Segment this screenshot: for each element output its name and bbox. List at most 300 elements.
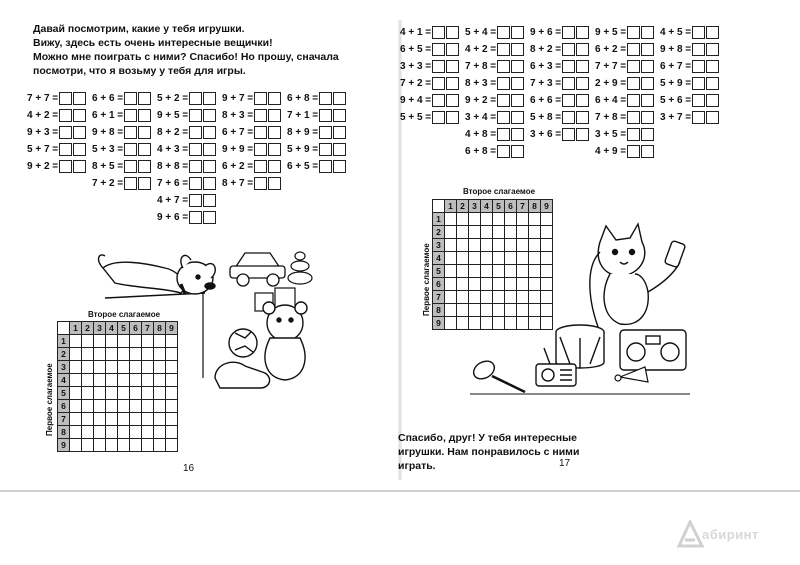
grid-cell[interactable] [130,413,142,426]
answer-box[interactable] [203,109,216,122]
grid-cell[interactable] [118,426,130,439]
answer-box[interactable] [319,109,332,122]
grid-row-header: 9 [58,439,70,452]
answer-box[interactable] [203,92,216,105]
exercise-text: 6 + 1 = [92,109,124,121]
toy-car-icon [230,253,285,286]
exercise-text: 9 + 3 = [27,126,59,138]
answer-box[interactable] [319,143,332,156]
pyramid-toy-icon [288,252,312,284]
answer-box[interactable] [576,26,589,39]
answer-box[interactable] [124,92,137,105]
grid-cell[interactable] [130,439,142,452]
answer-box[interactable] [497,26,510,39]
grid-cell[interactable] [457,226,469,239]
answer-box[interactable] [138,109,151,122]
grid-row-header: 3 [58,361,70,374]
exercise-item [222,143,281,155]
grid-cell[interactable] [457,252,469,265]
answer-box[interactable] [124,143,137,156]
exercise-text: 9 + 6 = [530,26,562,38]
answer-box[interactable] [138,126,151,139]
answer-box[interactable] [446,94,459,107]
answer-box[interactable] [254,143,267,156]
grid-cell[interactable] [166,426,178,439]
grid-cell[interactable] [154,439,166,452]
exercise-item [660,43,719,55]
grid-col-header: 2 [457,200,469,213]
grid-col-header: 1 [445,200,457,213]
grid-cell[interactable] [445,265,457,278]
exercise-text: 5 + 8 = [530,111,562,123]
exercise-text: 4 + 7 = [157,194,189,206]
grid-cell[interactable] [457,239,469,252]
answer-box[interactable] [576,94,589,107]
answer-box[interactable] [446,43,459,56]
answer-box[interactable] [497,77,510,90]
exercise-item [530,111,589,123]
exercise-item [465,145,524,157]
answer-box[interactable] [641,77,654,90]
grid-cell[interactable] [118,413,130,426]
answer-box[interactable] [432,60,445,73]
answer-box[interactable] [254,109,267,122]
exercise-item [465,111,524,123]
exercise-item [92,126,151,138]
grid-cell[interactable] [142,439,154,452]
answer-box[interactable] [692,26,705,39]
answer-box[interactable] [138,92,151,105]
exercise-text: 6 + 8 = [465,145,497,157]
answer-box[interactable] [562,111,575,124]
exercise-text: 4 + 2 = [27,109,59,121]
grid-cell[interactable] [445,291,457,304]
right-page-number: 17 [559,458,571,469]
answer-box[interactable] [124,177,137,190]
answer-box[interactable] [576,43,589,56]
exercise-item [595,145,654,157]
exercise-item [157,143,216,155]
exercise-text: 5 + 7 = [27,143,59,155]
answer-box[interactable] [319,92,332,105]
grid-cell[interactable] [130,426,142,439]
answer-box[interactable] [511,145,524,158]
exercise-item [222,177,281,189]
exercise-item [400,77,459,89]
grid-cell[interactable] [445,317,457,330]
answer-box[interactable] [268,92,281,105]
answer-box[interactable] [189,160,202,173]
answer-box[interactable] [511,43,524,56]
answer-box[interactable] [497,128,510,141]
grid-cell[interactable] [457,265,469,278]
grid-cell[interactable] [70,400,82,413]
answer-box[interactable] [692,43,705,56]
exercise-text: 9 + 2 = [465,94,497,106]
answer-box[interactable] [706,77,719,90]
grid-cell[interactable] [82,413,94,426]
grid-cell[interactable] [70,361,82,374]
exercise-item [660,94,719,106]
exercise-text: 3 + 3 = [400,60,432,72]
exercise-item [222,109,281,121]
answer-box[interactable] [59,160,72,173]
answer-box[interactable] [576,77,589,90]
grid-cell[interactable] [94,400,106,413]
grid-cell[interactable] [445,304,457,317]
answer-box[interactable] [189,177,202,190]
exercise-text: 7 + 8 = [465,60,497,72]
answer-box[interactable] [706,26,719,39]
exercise-item [530,43,589,55]
answer-box[interactable] [432,77,445,90]
answer-box[interactable] [562,94,575,107]
grid-cell[interactable] [82,361,94,374]
exercise-item [595,128,654,140]
grid-col-header: 4 [106,322,118,335]
grid-cell[interactable] [457,278,469,291]
answer-box[interactable] [627,77,640,90]
grid-cell[interactable] [82,335,94,348]
grid-cell[interactable] [70,374,82,387]
answer-box[interactable] [203,160,216,173]
answer-box[interactable] [73,143,86,156]
answer-box[interactable] [124,160,137,173]
answer-box[interactable] [189,194,202,207]
answer-box[interactable] [562,43,575,56]
grid-cell[interactable] [130,400,142,413]
grid-cell[interactable] [70,426,82,439]
publisher-logo [676,520,759,548]
grid-row-header: 1 [433,213,445,226]
grid-cell[interactable] [445,226,457,239]
grid-cell[interactable] [154,400,166,413]
answer-box[interactable] [319,160,332,173]
grid-col-header: 2 [82,322,94,335]
drum-icon [556,325,604,368]
grid-col-header: 8 [154,322,166,335]
exercise-item [92,92,151,104]
grid-cell[interactable] [142,426,154,439]
answer-box[interactable] [138,177,151,190]
grid-row-header: 9 [433,317,445,330]
answer-box[interactable] [189,126,202,139]
answer-box[interactable] [138,160,151,173]
exercise-text: 9 + 5 = [595,26,627,38]
answer-box[interactable] [511,128,524,141]
grid-cell[interactable] [94,439,106,452]
answer-box[interactable] [627,43,640,56]
exercise-text: 7 + 6 = [157,177,189,189]
answer-box[interactable] [73,160,86,173]
answer-box[interactable] [59,143,72,156]
answer-box[interactable] [511,60,524,73]
answer-box[interactable] [59,109,72,122]
answer-box[interactable] [497,111,510,124]
exercise-item [660,60,719,72]
exercise-text: 3 + 5 = [595,128,627,140]
grid-col-header: 9 [166,322,178,335]
grid-col-header: 1 [70,322,82,335]
answer-box[interactable] [641,60,654,73]
exercise-item [530,60,589,72]
exercise-item [530,128,589,140]
answer-box[interactable] [627,26,640,39]
answer-box[interactable] [446,111,459,124]
exercise-item [157,194,216,206]
grid-cell[interactable] [70,439,82,452]
grid-cell[interactable] [106,413,118,426]
answer-box[interactable] [497,145,510,158]
answer-box[interactable] [562,77,575,90]
grid-row-header: 8 [58,426,70,439]
grid-cell[interactable] [94,413,106,426]
answer-box[interactable] [641,128,654,141]
exercise-text: 5 + 5 = [400,111,432,123]
grid-cell[interactable] [118,400,130,413]
answer-box[interactable] [446,60,459,73]
answer-box[interactable] [641,111,654,124]
answer-box[interactable] [268,109,281,122]
grid-cell[interactable] [457,213,469,226]
grid-cell[interactable] [154,413,166,426]
answer-box[interactable] [692,94,705,107]
exercise-item [287,143,346,155]
answer-box[interactable] [511,111,524,124]
exercise-item [92,177,151,189]
grid-cell[interactable] [457,304,469,317]
exercise-item [27,109,86,121]
grid-row-header: 1 [58,335,70,348]
answer-box[interactable] [627,145,640,158]
exercise-item [157,211,216,223]
answer-box[interactable] [497,60,510,73]
exercise-text: 3 + 4 = [465,111,497,123]
exercise-item [222,126,281,138]
grid-cell[interactable] [82,387,94,400]
answer-box[interactable] [446,26,459,39]
exercise-item [92,109,151,121]
grid-cell[interactable] [70,387,82,400]
answer-box[interactable] [333,126,346,139]
answer-box[interactable] [319,126,332,139]
exercise-item [660,111,719,123]
grid-cell[interactable] [82,439,94,452]
grid-cell[interactable] [142,400,154,413]
answer-box[interactable] [576,128,589,141]
exercise-item [287,160,346,172]
exercise-text: 6 + 6 = [92,92,124,104]
answer-box[interactable] [627,94,640,107]
exercise-text: 8 + 2 = [530,43,562,55]
grid-cell[interactable] [82,348,94,361]
answer-box[interactable] [138,143,151,156]
answer-box[interactable] [692,111,705,124]
grid-cell[interactable] [166,400,178,413]
exercise-text: 8 + 8 = [157,160,189,172]
answer-box[interactable] [124,109,137,122]
grid-cell[interactable] [142,413,154,426]
exercise-text: 4 + 5 = [660,26,692,38]
exercise-item [92,160,151,172]
exercise-text: 9 + 8 = [92,126,124,138]
exercise-text: 6 + 6 = [530,94,562,106]
grid-cell[interactable] [106,439,118,452]
answer-box[interactable] [432,43,445,56]
answer-box[interactable] [641,145,654,158]
exercise-text: 9 + 9 = [222,143,254,155]
grid-cell[interactable] [445,252,457,265]
answer-box[interactable] [706,94,719,107]
exercise-item [595,111,654,123]
answer-box[interactable] [562,26,575,39]
answer-box[interactable] [692,77,705,90]
grid-cell[interactable] [82,426,94,439]
answer-box[interactable] [59,92,72,105]
right-grid-top-label: Второе слагаемое [463,187,536,196]
grid-cell[interactable] [457,291,469,304]
answer-box[interactable] [641,26,654,39]
grid-cell[interactable] [445,278,457,291]
grid-col-header: 7 [142,322,154,335]
answer-box[interactable] [511,26,524,39]
exercise-text: 6 + 8 = [287,92,319,104]
grid-cell[interactable] [82,400,94,413]
answer-box[interactable] [268,126,281,139]
exercise-text: 8 + 9 = [287,126,319,138]
exercise-item [530,26,589,38]
grid-row-header: 3 [433,239,445,252]
exercise-item [287,109,346,121]
answer-box[interactable] [692,60,705,73]
answer-box[interactable] [254,126,267,139]
answer-box[interactable] [641,43,654,56]
grid-row-header: 4 [433,252,445,265]
grid-cell[interactable] [166,413,178,426]
exercise-text: 4 + 1 = [400,26,432,38]
grid-cell[interactable] [70,335,82,348]
answer-box[interactable] [268,160,281,173]
answer-box[interactable] [333,143,346,156]
grid-cell[interactable] [94,426,106,439]
intro-line: Вижу, здесь есть очень интересные вещички! [33,37,273,49]
answer-box[interactable] [627,60,640,73]
exercise-item [660,77,719,89]
answer-box[interactable] [446,77,459,90]
answer-box[interactable] [497,94,510,107]
answer-box[interactable] [124,126,137,139]
answer-box[interactable] [254,92,267,105]
grid-corner [58,322,70,335]
answer-box[interactable] [203,211,216,224]
exercise-item [400,94,459,106]
answer-box[interactable] [576,60,589,73]
exercise-item [157,92,216,104]
answer-box[interactable] [511,94,524,107]
grid-cell[interactable] [82,374,94,387]
answer-box[interactable] [73,92,86,105]
answer-box[interactable] [189,211,202,224]
grid-cell[interactable] [106,400,118,413]
exercise-text: 8 + 2 = [157,126,189,138]
answer-box[interactable] [189,143,202,156]
answer-box[interactable] [203,177,216,190]
answer-box[interactable] [497,43,510,56]
exercise-text: 9 + 7 = [222,92,254,104]
answer-box[interactable] [203,194,216,207]
grid-col-header: 6 [130,322,142,335]
grid-cell[interactable] [154,426,166,439]
answer-box[interactable] [268,143,281,156]
grid-cell[interactable] [70,413,82,426]
exercise-text: 5 + 9 = [287,143,319,155]
answer-box[interactable] [706,60,719,73]
grid-col-header: 8 [529,200,541,213]
answer-box[interactable] [254,160,267,173]
answer-box[interactable] [562,128,575,141]
exercise-item [400,111,459,123]
grid-col-header: 6 [505,200,517,213]
exercise-item [27,143,86,155]
answer-box[interactable] [432,26,445,39]
answer-box[interactable] [333,160,346,173]
answer-box[interactable] [576,111,589,124]
answer-box[interactable] [73,126,86,139]
exercise-text: 6 + 5 = [400,43,432,55]
grid-row-header: 6 [433,278,445,291]
exercise-item [92,143,151,155]
answer-box[interactable] [706,43,719,56]
answer-box[interactable] [562,60,575,73]
exercise-text: 3 + 7 = [660,111,692,123]
answer-box[interactable] [511,77,524,90]
grid-cell[interactable] [70,348,82,361]
exercise-item [530,77,589,89]
answer-box[interactable] [254,177,267,190]
grid-cell[interactable] [445,239,457,252]
grid-cell[interactable] [106,426,118,439]
answer-box[interactable] [189,109,202,122]
page-bottom-edge [0,490,800,492]
answer-box[interactable] [73,109,86,122]
grid-cell[interactable] [457,317,469,330]
grid-col-header: 7 [517,200,529,213]
answer-box[interactable] [627,111,640,124]
exercise-text: 6 + 4 = [595,94,627,106]
answer-box[interactable] [627,128,640,141]
grid-cell[interactable] [445,213,457,226]
answer-box[interactable] [59,126,72,139]
exercise-item [595,43,654,55]
grid-row-header: 4 [58,374,70,387]
answer-box[interactable] [268,177,281,190]
answer-box[interactable] [333,92,346,105]
answer-box[interactable] [203,126,216,139]
answer-box[interactable] [432,94,445,107]
answer-box[interactable] [706,111,719,124]
answer-box[interactable] [641,94,654,107]
grid-row-header: 7 [58,413,70,426]
grid-cell[interactable] [118,439,130,452]
exercise-item [595,60,654,72]
answer-box[interactable] [333,109,346,122]
grid-cell[interactable] [166,439,178,452]
answer-box[interactable] [203,143,216,156]
exercise-item [595,94,654,106]
exercise-text: 9 + 2 = [27,160,59,172]
answer-box[interactable] [432,111,445,124]
answer-box[interactable] [189,92,202,105]
